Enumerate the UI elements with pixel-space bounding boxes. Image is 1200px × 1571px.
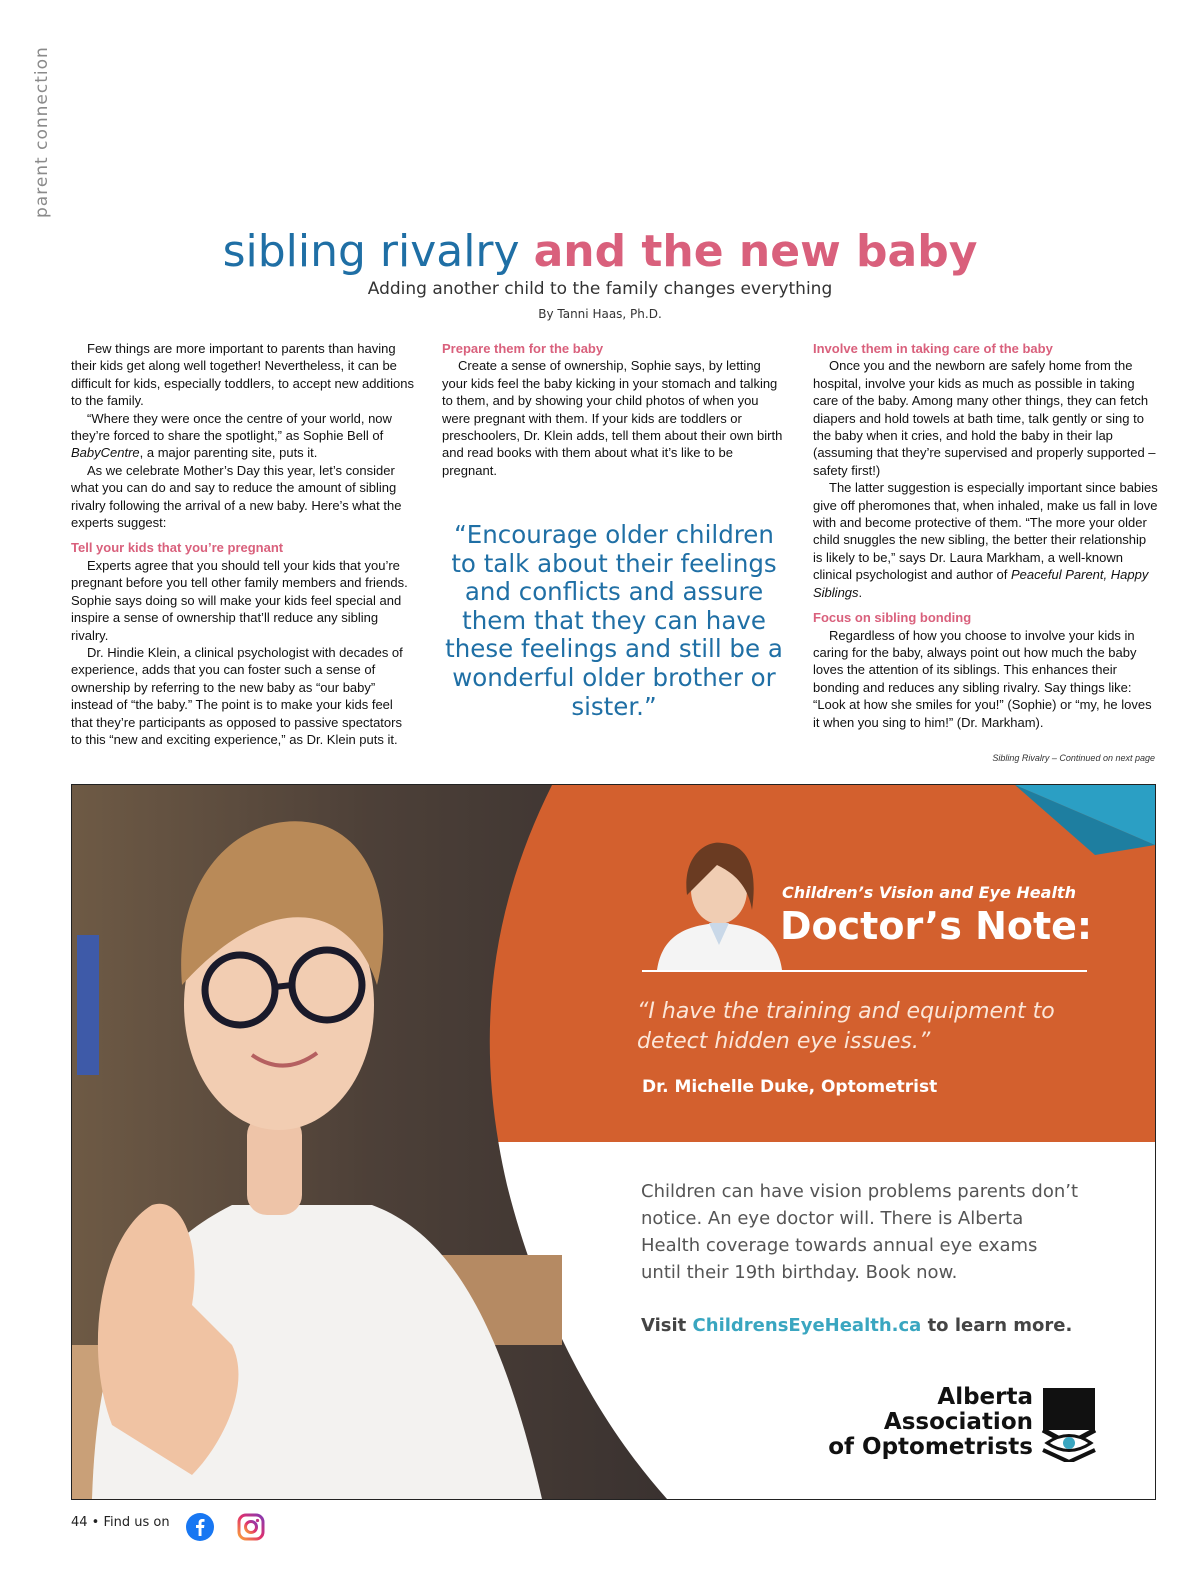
optometrists-shield-icon [1041,1388,1097,1462]
article-byline: By Tanni Haas, Ph.D. [538,307,662,321]
instagram-icon[interactable] [237,1513,265,1541]
section-heading: Tell your kids that you’re pregnant [71,540,284,556]
ad-subheading: Children’s Vision and Eye Health [782,883,1076,902]
section-heading: Focus on sibling bonding [813,610,972,626]
paragraph: As we celebrate Mother’s Day this year, let’s consider what you can do and say to reduce the amount of sibling rivalry following the arrival of a new baby. Here’s what the experts suggest: [71,462,402,531]
doctor-portrait [657,835,782,970]
paragraph: Experts agree that you should tell your kids that you’re pregnant before you tell other family members and friends. Sophie says doing so will make your kids feel special and inspire a sense of ownership that’ll reduce any sibling rivalry. [71,557,408,643]
childrens-eye-health-link[interactable]: ChildrensEyeHealth.ca [692,1315,922,1336]
ad-quote: “I have the training and equipment to detect hidden eye issues.” [637,999,1055,1054]
paragraph: The latter suggestion is especially important since babies give off pheromones that, when inhaled, make us fall in love with and become protective of them. “The more your older child snuggles the new sibling, the better their relationship is likely to be,” says Dr. Laura Markham, a well-known clinical psychologist and author of Peaceful Parent, Happy Siblings. [813,480,1158,600]
paragraph: Create a sense of ownership, Sophie says, by letting your kids feel the baby kicking in your stomach and talking to them, and by showing your child photos of when you were pregnant with them. If your kids are toddlers or preschoolers, Dr. Klein adds, tell them about their own birth and read books with them about what it’s like to be pregnant. [442,358,783,478]
paragraph: Dr. Hindie Klein, a clinical psychologist with decades of experience, adds that you can foster such a sense of ownership by referring to the new baby as “our baby” instead of “the baby.” The point is to make your kids feel that they’re participants as opposed to passive spectators to this “new and exciting experience,” as Dr. Klein puts it. [71,644,403,747]
page-curl-decoration [1015,785,1155,875]
article-column-2 [442,340,787,479]
paragraph: Once you and the newborn are safely home from the hospital, involve your kids as much as possible in taking care of the baby. Among many other things, they can fetch diapers and hold towels at bath time, talk gently or sing to the baby when it cries, and hold the baby in their lap (assuming that they’re supervised and properly supported – safety first!) [813,358,1156,478]
association-logo-text: Alberta Association of Optometrists [828,1384,1033,1460]
paragraph: Few things are more important to parents than having their kids get along well together! Nevertheless, it can be difficult for kids, especially toddlers, to accept new additions to the family. [71,341,414,409]
pull-quote: “Encourage older children to talk about their feelings and conflicts and assure them that they can have these feelings and still be a wonderful older brother or sister.” [445,520,783,721]
section-heading: Involve them in taking care of the baby [813,341,1053,356]
ad-visit-line: Visit ChildrensEyeHealth.ca to learn more. [641,1315,1073,1336]
article-title [0,226,1200,278]
paragraph: Regardless of how you choose to involve your kids in caring for the baby, always point out how much the baby loves the attention of its siblings. This enhances their bonding and reduces any sibling rivalry. Say things like: “Look at how she smiles for you!” (Sophie) or “my, he loves it when you sing to him!” (Dr. Markham). [813,627,1152,730]
ad-body-text: Children can have vision problems parents don’t notice. An eye doctor will. There is Alberta Health coverage towards annual eye exams until their 19th birthday. Book now. [641,1181,1079,1283]
find-us-label: Find us on [103,1515,170,1530]
title-part2: and the new baby [533,226,978,277]
ad-doctor-name: Dr. Michelle Duke, Optometrist [642,1077,938,1097]
page-number: 44 [71,1515,88,1530]
article-column-3 [813,340,1158,731]
optometrist-advertisement[interactable] [71,784,1156,1500]
facebook-icon[interactable] [186,1513,214,1541]
paragraph: “Where they were once the centre of your world, now they’re forced to share the spotlight,” as Sophie Bell of BabyCentre, a major parenting site, puts it. [71,410,392,461]
title-part1: sibling rivalry [222,226,520,277]
article-subtitle: Adding another child to the family changes everything [367,279,833,299]
ad-divider [642,970,1087,972]
section-label: parent connection [32,46,52,218]
section-heading: Prepare them for the baby [442,341,604,356]
continued-note: Sibling Rivalry – Continued on next page [992,753,1155,763]
article-column-1 [71,340,416,748]
ad-heading: Doctor’s Note: [780,904,1093,948]
page-footer: 44 • Find us on [71,1515,170,1530]
